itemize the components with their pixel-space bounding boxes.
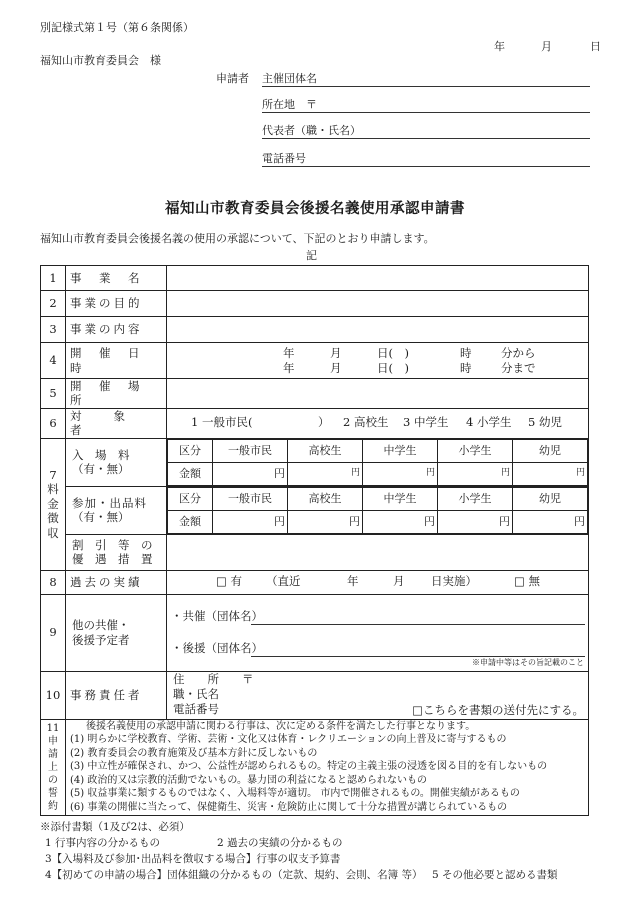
ki-label: 記 <box>306 249 317 262</box>
row-number: 9 <box>41 594 66 671</box>
target-option-highschool[interactable]: 2 高校生 <box>343 415 389 430</box>
cosponsor-title-1: 他の共催・ <box>72 618 130 633</box>
datetime-field[interactable] <box>167 343 589 379</box>
dt-day: 日( ) <box>377 360 409 375</box>
category-junior: 中学生 <box>363 439 438 462</box>
dt-year: 年 <box>283 360 295 375</box>
organizer-line[interactable] <box>262 86 590 87</box>
pledge-number <box>41 719 66 815</box>
row-datetime <box>41 343 589 379</box>
target-option-junior[interactable]: 3 中学生 <box>403 415 449 430</box>
dt-minute-to: 分まで <box>501 360 536 375</box>
amount-infant[interactable]: 円 <box>513 510 588 533</box>
form-number: 別記様式第１号（第６条関係） <box>40 21 194 34</box>
entry-fee-toggle[interactable]: （有・無） <box>72 462 130 476</box>
category-general: 一般市民 <box>213 439 288 462</box>
row-number: 4 <box>41 343 66 379</box>
category-infant: 幼児 <box>513 487 588 510</box>
target-option-infant[interactable]: 5 幼児 <box>528 415 562 430</box>
amount-general[interactable]: 円 <box>213 510 288 533</box>
pledge-char: 上 <box>48 761 58 773</box>
dt-year: 年 <box>283 345 295 360</box>
row-contact-person <box>41 671 589 719</box>
category-elementary: 小学生 <box>438 439 513 462</box>
pledge-item: (1) 明らかに学校教育、学術、芸術・文化又は体育・レクリエーションの向上普及に寄与するもの <box>70 734 507 746</box>
representative-line[interactable] <box>262 138 590 139</box>
koen-line[interactable] <box>251 656 585 657</box>
attachment-3: 3【入場料及び参加･出品料を徴収する場合】行事の収支予算書 <box>45 853 341 865</box>
amount-elementary[interactable]: 円 <box>438 510 513 533</box>
amount-infant[interactable]: 円 <box>513 462 588 485</box>
page-title: 福知山市教育委員会後援名義使用承認申請書 <box>165 200 465 217</box>
row-entry-fee <box>41 438 589 486</box>
attachment-1: 1 行事内容の分かるもの <box>45 837 161 849</box>
side-char: 料 <box>47 482 59 497</box>
category-highschool: 高校生 <box>288 439 363 462</box>
pledge-item: (6) 事業の開催に当たって、保健衛生、災害・危険防止に関して十分な措置が講じられているもの <box>70 801 508 813</box>
amount-junior[interactable]: 円 <box>363 510 438 533</box>
phone-label: 電話番号 <box>262 152 306 165</box>
dt-minute-from: 分から <box>501 345 536 360</box>
amount-general[interactable]: 円 <box>213 462 288 485</box>
send-address-checkbox[interactable]: □こちらを書類の送付先にする。 <box>412 703 584 717</box>
discount-title-2: 優 遇 措 置 <box>72 552 153 566</box>
row-event-name <box>41 266 589 291</box>
pledge-char: 誓 <box>48 787 58 799</box>
kingaku-label: 金額 <box>168 510 213 533</box>
koen-label: ・後援（団体名） <box>171 640 263 655</box>
past-no-checkbox[interactable]: □ 無 <box>514 574 541 588</box>
past-year: 年 <box>347 574 359 588</box>
content-field[interactable] <box>167 317 589 343</box>
row-participation-fee <box>41 486 589 534</box>
row-label: 事 業 名 <box>66 266 167 291</box>
row-purpose <box>41 291 589 317</box>
participation-fee-title: 参加・出品料 <box>72 495 147 510</box>
representative-label: 代表者（職・氏名） <box>262 124 361 137</box>
date-day: 日 <box>590 40 601 53</box>
participation-fee-toggle[interactable]: （有・無） <box>72 510 130 524</box>
row-label: 対 象 者 <box>66 408 167 438</box>
kyosai-label: ・共催（団体名） <box>171 608 263 623</box>
pledge-char: の <box>48 774 58 786</box>
dt-hour: 時 <box>460 345 472 360</box>
discount-field[interactable] <box>167 534 589 570</box>
participation-fee-label <box>66 486 167 534</box>
dt-day: 日( ) <box>377 345 409 360</box>
attachment-5: 5 その他必要と認める書類 <box>432 869 558 881</box>
date-year: 年 <box>494 40 505 53</box>
kingaku-label: 金額 <box>168 462 213 485</box>
fee-section-number <box>41 438 66 570</box>
discount-title-1: 割 引 等 の <box>72 537 153 552</box>
dt-month: 月 <box>330 360 342 375</box>
dt-hour: 時 <box>460 360 472 375</box>
amount-highschool[interactable]: 円 <box>288 510 363 533</box>
past-yes-checkbox[interactable]: □ 有 <box>216 574 243 588</box>
row-cosponsor <box>41 594 589 671</box>
pledge-item: (4) 政治的又は宗教的活動でないもの。暴力団の利益になると認められないもの <box>70 774 427 786</box>
entry-fee-label <box>66 438 167 486</box>
side-char: 収 <box>47 525 59 540</box>
row-label: 開 催 日 時 <box>66 343 167 379</box>
row-label: 開 催 場 所 <box>66 379 167 409</box>
row-past-record <box>41 570 589 594</box>
row-number: 6 <box>41 408 66 438</box>
amount-highschool[interactable]: 円 <box>288 462 363 485</box>
row-target <box>41 408 589 438</box>
attachments-heading: ※添付書類（1及び2は、必須） <box>40 821 190 833</box>
kubun-label: 区分 <box>168 487 213 510</box>
location-line[interactable] <box>262 112 590 113</box>
pledge-char: 申 <box>48 735 58 747</box>
row-label: 過去の実績 <box>66 570 167 594</box>
row-number: 1 <box>41 266 66 291</box>
past-month: 月 <box>393 574 405 588</box>
category-elementary: 小学生 <box>438 487 513 510</box>
pledge-content <box>66 719 589 815</box>
pledge-char: 約 <box>48 800 58 812</box>
application-table <box>40 265 589 816</box>
cosponsor-note: ※申請中等はその旨記載のこと <box>472 657 584 667</box>
pledge-lead: 後援名義使用の承認申請に関わる行事は、次に定める条件を満たした行事となります。 <box>86 720 476 732</box>
target-option-general[interactable]: 1 一般市民( <box>191 415 253 430</box>
row-number: 7 <box>49 468 57 483</box>
pledge-item: (2) 教育委員会の教育施策及び基本方針に反しないもの <box>70 747 318 759</box>
past-day: 日実施） <box>431 574 477 588</box>
contact-phone-label[interactable]: 電話番号 <box>173 702 219 716</box>
contact-address-label[interactable]: 住 所 〒 <box>173 672 254 686</box>
attachment-4: 4【初めての申請の場合】団体組織の分かるもの（定款、規約、会則、名簿 等） <box>45 869 423 881</box>
location-label: 所在地 〒 <box>262 98 317 111</box>
row-number: 5 <box>41 379 66 409</box>
pledge-char: 11 <box>46 722 60 734</box>
category-infant: 幼児 <box>513 439 588 462</box>
phone-line[interactable] <box>262 166 590 167</box>
category-highschool: 高校生 <box>288 487 363 510</box>
row-discount <box>41 534 589 570</box>
row-label: 事業の目的 <box>66 291 167 317</box>
row-content <box>41 317 589 343</box>
pledge-item: (3) 中立性が確保され、かつ、公益性が認められるもの。特定の主義主張の浸透を図る目的を有しないもの <box>70 761 548 773</box>
row-number: 2 <box>41 291 66 317</box>
pledge-item: (5) 収益事業に類するものではなく、入場料等が適切。 市内で開催されるもの。開催実績があるもの <box>70 788 520 800</box>
discount-label <box>66 534 167 570</box>
past-record-field <box>167 570 589 594</box>
row-number: 10 <box>41 671 66 719</box>
target-field[interactable] <box>167 408 589 438</box>
past-recent-label: （直近 <box>266 574 301 588</box>
applicant-label: 申請者 <box>216 72 249 85</box>
cosponsor-title-2: 後援予定者 <box>72 632 130 647</box>
addressee: 福知山市教育委員会 様 <box>40 54 161 67</box>
event-name-field[interactable] <box>167 266 589 291</box>
kyosai-line[interactable] <box>251 624 585 625</box>
contact-field <box>167 671 589 719</box>
venue-field[interactable] <box>167 379 589 409</box>
cosponsor-field <box>167 594 589 671</box>
cosponsor-label <box>66 594 167 671</box>
entry-fee-grid <box>167 438 589 486</box>
row-number: 3 <box>41 317 66 343</box>
target-option-elementary[interactable]: 4 小学生 <box>466 415 512 430</box>
attachment-2: 2 過去の実績の分かるもの <box>217 837 343 849</box>
side-char: 徴 <box>47 511 59 526</box>
intro-text: 福知山市教育委員会後援名義の使用の承認について、下記のとおり申請します。 <box>40 232 435 245</box>
side-char: 金 <box>47 496 59 511</box>
entry-fee-title: 入 場 料 <box>72 447 130 462</box>
amount-junior[interactable]: 円 <box>363 462 438 485</box>
row-label: 事務責任者 <box>66 671 167 719</box>
row-number: 8 <box>41 570 66 594</box>
kubun-label: 区分 <box>168 439 213 462</box>
category-junior: 中学生 <box>363 487 438 510</box>
amount-elementary[interactable]: 円 <box>438 462 513 485</box>
row-label: 事業の内容 <box>66 317 167 343</box>
organizer-label: 主催団体名 <box>262 72 317 85</box>
row-pledge <box>41 719 589 815</box>
category-general: 一般市民 <box>213 487 288 510</box>
dt-month: 月 <box>330 345 342 360</box>
participation-fee-grid <box>167 486 589 534</box>
row-venue <box>41 379 589 409</box>
date-month: 月 <box>541 40 552 53</box>
pledge-char: 請 <box>48 748 58 760</box>
purpose-field[interactable] <box>167 291 589 317</box>
target-paren-close: ） <box>318 415 330 430</box>
contact-name-label[interactable]: 職・氏名 <box>173 687 219 701</box>
